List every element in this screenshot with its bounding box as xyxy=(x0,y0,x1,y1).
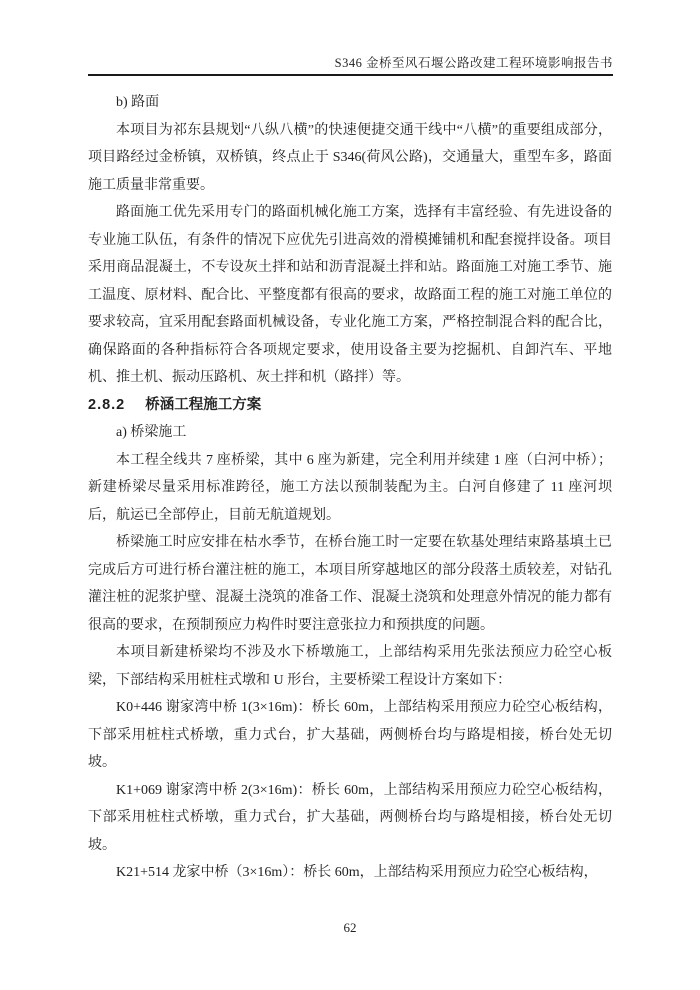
page-header xyxy=(88,56,613,76)
paragraph-road-2: 路面施工优先采用专门的路面机械化施工方案，选择有丰富经验、有先进设备的专业施工队伍，有条件的情况下应优先引进高效的滑模摊铺机和配套搅拌设备。项目采用商品混凝土，不专设灰土拌和站和沥青混凝土拌和站。路面施工对施工季节、施工温度、原材料、配合比、平整度都有很高的要求，故路面工程的施工对施工单位的要求较高，宜采用配套路面机械设备，专业化施工方案，严格控制混合料的配合比，确保路面的各种指标符合各项规定要求，使用设备主要为挖掘机、自卸汽车、平地机、推土机、振动压路机、灰土拌和机（路拌）等。 xyxy=(88,205,612,385)
paragraph-road-1: 本项目为祁东县规划“八纵八横”的快速便捷交通干线中“八横”的重要组成部分，项目路经过金桥镇，双桥镇，终点止于 S346(荷风公路)，交通量大，重型车多，路面施工质量非常重要。 xyxy=(88,122,612,193)
paragraph-bridge-2: 桥梁施工时应安排在枯水季节，在桥台施工时一定要在软基处理结束路基填土已完成后方可进行桥台灌注桩的施工，本项目所穿越地区的部分段落土质较差，对钻孔灌注桩的泥浆护壁、混凝土浇筑的准备工作、混凝土浇筑和处理意外情况的能力都有很高的要求，在预制预应力构件时要注意张拉力和预拱度的问题。 xyxy=(88,535,612,633)
page-body xyxy=(88,89,612,887)
paragraph-bridge-k1069: K1+069 谢家湾中桥 2(3×16m)：桥长 60m，上部结构采用预应力砼空心板结构，下部采用桩柱式桥墩，重力式台，扩大基础，两侧桥台均与路堤相接，桥台处无切坡。 xyxy=(88,782,612,853)
list-label-road: b) 路面 xyxy=(116,95,160,110)
header-title: S346 金桥至风石堰公路改建工程环境影响报告书 xyxy=(334,56,613,70)
page-footer xyxy=(0,920,700,936)
paragraph-bridge-k0446: K0+446 谢家湾中桥 1(3×16m)：桥长 60m，上部结构采用预应力砼空心板结构，下部采用桩柱式桥墩，重力式台，扩大基础，两侧桥台均与路堤相接，桥台处无切坡。 xyxy=(88,700,612,770)
paragraph-bridge-k21514: K21+514 龙家中桥（3×16m）：桥长 60m，上部结构采用预应力砼空心板结构， xyxy=(116,865,598,880)
paragraph-bridge-3: 本项目新建桥梁均不涉及水下桥墩施工，上部结构采用先张法预应力砼空心板梁，下部结构采用桩柱式墩和 U 形台，主要桥梁工程设计方案如下： xyxy=(88,645,612,688)
list-label-bridge: a) 桥梁施工 xyxy=(116,425,187,440)
section-heading-2-8-2 xyxy=(88,392,612,420)
section-title: 桥涵工程施工方案 xyxy=(145,396,262,413)
section-number: 2.8.2 xyxy=(88,396,126,413)
paragraph-bridge-1: 本工程全线共 7 座桥梁，其中 6 座为新建，完全利用并续建 1 座（白河中桥）；新建桥梁尽量采用标准跨径，施工方法以预制装配为主。白河自修建了 11 座河坝后，航运已全部停止，目前无航道规划。 xyxy=(88,452,612,523)
page-number: 62 xyxy=(343,920,357,935)
